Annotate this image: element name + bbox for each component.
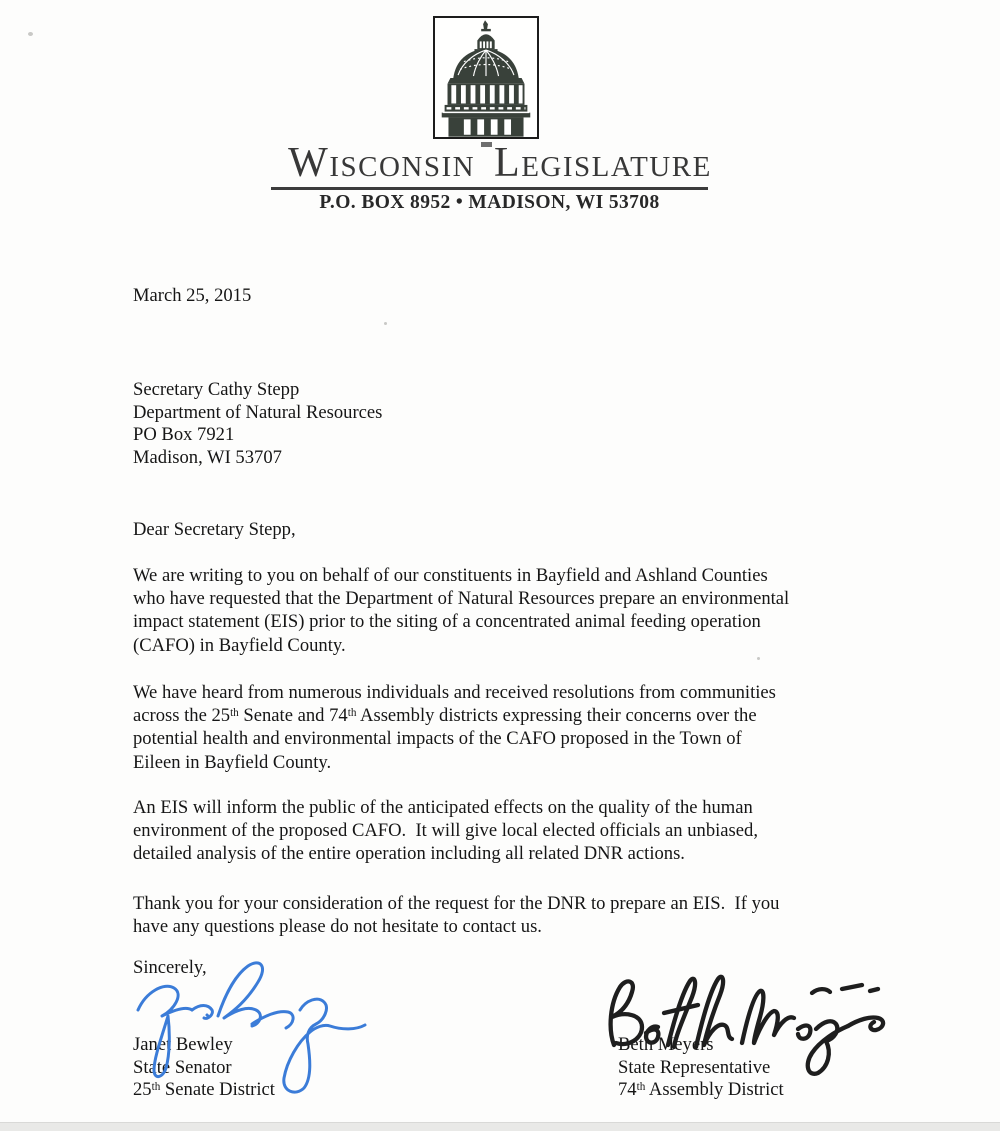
text-segment: Senate District [160,1079,275,1101]
recipient-block [133,379,382,469]
signer-block-janet-bewley [133,1034,275,1102]
scanner-edge-strip [0,1122,1000,1131]
body-paragraph-3 [133,796,758,866]
text-segment: 25 [133,1079,152,1101]
paragraph-line: Thank you for your consideration of the request for the DNR to prepare an EIS. If you [133,893,780,914]
signer-title: State Representative [618,1056,771,1078]
header-rule [271,187,708,190]
ordinal-superscript: th [347,707,357,720]
ordinal-superscript: th [636,1081,646,1094]
paragraph-line: We are writing to you on behalf of our constituents in Bayfield and Ashland Counties [133,565,768,586]
signer-title: State Senator [133,1056,232,1078]
scan-speck [28,32,33,36]
signer-name: Janet Bewley [133,1034,233,1055]
capitol-dome-icon [435,18,537,137]
org-name: Wisconsin Legislature [288,140,712,186]
body-paragraph-2 [133,681,776,774]
paragraph-line: have any questions please do not hesitate to contact us. [133,916,542,938]
recipient-city: Madison, WI 53707 [133,446,282,468]
paragraph-line [133,704,776,727]
paragraph-line: Eileen in Bayfield County. [133,751,332,773]
capitol-logo [433,16,539,139]
text-segment: Assembly districts expressing their concerns over the [356,705,757,727]
signer-block-beth-meyers [618,1034,784,1102]
scan-speck [757,657,760,660]
paragraph-line: An EIS will inform the public of the anticipated effects on the quality of the human [133,797,753,818]
letter-date: March 25, 2015 [133,285,252,306]
body-paragraph-4 [133,892,779,938]
recipient-org: Department of Natural Resources [133,401,383,423]
paragraph-line: detailed analysis of the entire operation including all related DNR actions. [133,843,685,865]
text-segment: 74 [618,1079,637,1101]
recipient-po-box: PO Box 7921 [133,424,235,445]
paragraph-line: impact statement (EIS) prior to the siting of a concentrated animal feeding operation [133,611,761,633]
ordinal-superscript: th [151,1081,161,1094]
signer-district [618,1079,784,1102]
text-segment: Senate and 74 [238,705,348,727]
recipient-name: Secretary Cathy Stepp [133,379,300,400]
paragraph-line: environment of the proposed CAFO. It will give local elected officials an unbiased, [133,820,758,842]
signer-district [133,1079,275,1102]
paragraph-line: We have heard from numerous individuals and received resolutions from communities [133,682,776,703]
paragraph-line: (CAFO) in Bayfield County. [133,634,346,656]
salutation: Dear Secretary Stepp, [133,519,296,540]
ordinal-superscript: th [230,707,239,720]
signer-name: Beth Meyers [618,1034,714,1055]
paragraph-line: who have requested that the Department of Natural Resources prepare an environmental [133,588,790,610]
body-paragraph-1 [133,564,789,657]
text-segment: across the 25 [133,705,231,727]
header-address-line: P.O. BOX 8952 • MADISON, WI 53708 [319,192,660,213]
scan-speck [384,322,387,325]
closing: Sincerely, [133,957,207,978]
paragraph-line: potential health and environmental impacts of the CAFO proposed in the Town of [133,728,742,750]
text-segment: Assembly District [645,1079,784,1101]
